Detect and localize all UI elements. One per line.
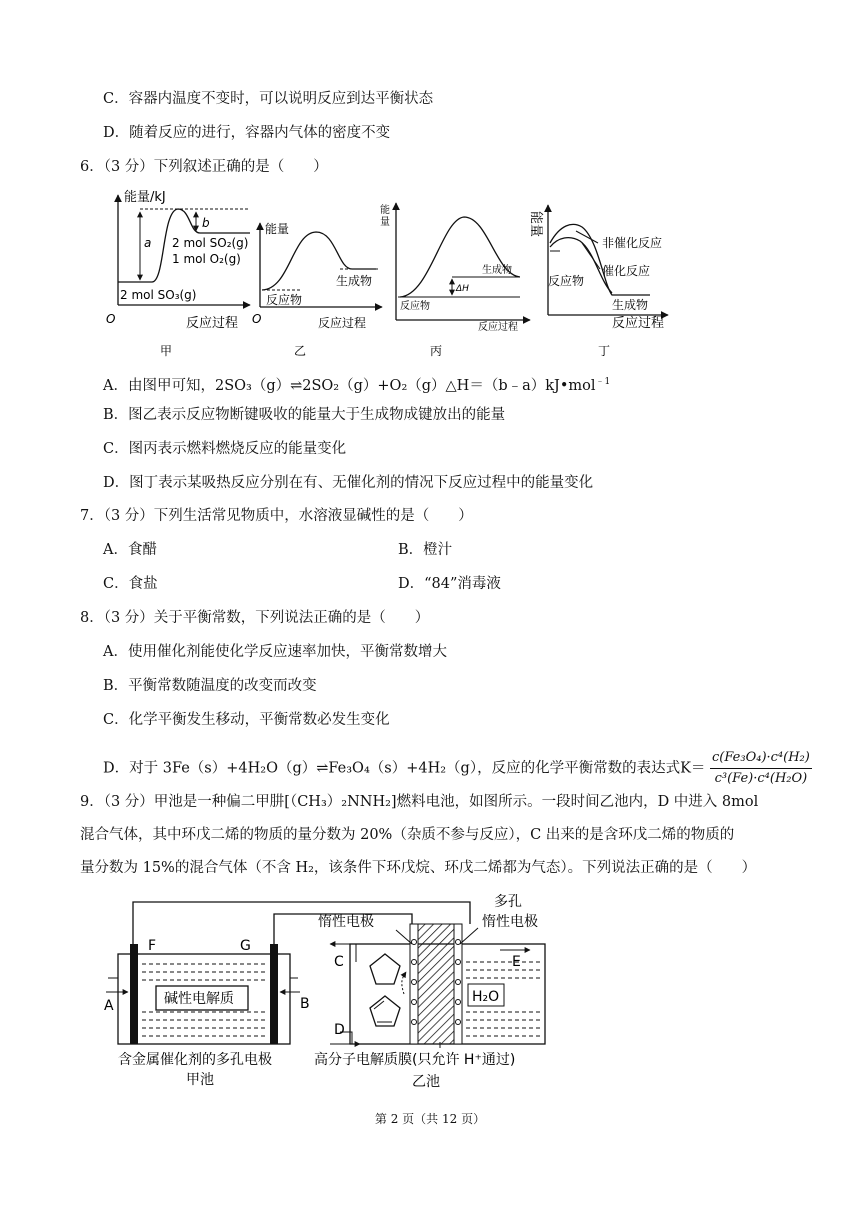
q5-option-c: C．容器内温度不变时，可以说明反应到达平衡状态	[103, 91, 434, 107]
label-C: C	[334, 954, 344, 970]
q6-option-c: C．图丙表示燃料燃烧反应的能量变化	[103, 441, 347, 457]
jia-prod2: 1 mol O₂(g)	[172, 252, 241, 266]
label-porous: 多孔	[494, 894, 522, 910]
bing-ylabel1: 能	[380, 205, 390, 216]
label-porous-electrode: 惰性电极	[482, 914, 538, 930]
q7-option-b: B．橙汁	[398, 542, 453, 558]
figure-yi	[252, 221, 382, 358]
label-E: E	[512, 954, 521, 970]
q9-line3: 量分数为 15%的混合气体（不含 H₂，该条件下环戊烷、环戊二烯都为气态）。下列说法正确的是（ ）	[80, 860, 757, 876]
q7-option-a: A．食醋	[103, 542, 157, 558]
label-D: D	[334, 1022, 345, 1038]
bing-prod: 生成物	[482, 265, 512, 276]
q9-cell-diagram	[0, 882, 860, 1107]
label-A: A	[104, 998, 114, 1014]
ding-noncat: 非催化反应	[602, 236, 663, 250]
label-B: B	[300, 996, 310, 1012]
q8-option-c: C．化学平衡发生移动，平衡常数必发生变化	[103, 712, 390, 728]
yi-xlabel: 反应过程	[318, 316, 367, 330]
jia-a: a	[144, 236, 152, 250]
ding-cat: 催化反应	[602, 264, 651, 278]
bing-caption: 丙	[430, 344, 443, 358]
bing-dh: ΔH	[456, 284, 469, 294]
q8-option-d: D．对于 3Fe（s）+4H₂O（g）⇌Fe₃O₄（s）+4H₂（g），反应的化学平衡常数的表达式K＝ $\frac{\text{c(Fe₃O₄)·c⁴(H₂)}}{\text{c³(Fe)·c⁴(H₂O)}}$	[103, 748, 812, 789]
bing-ylabel2: 量	[380, 217, 390, 228]
jia-prod1: 2 mol SO₂(g)	[172, 236, 249, 250]
q8-option-b: B．平衡常数随温度的改变而改变	[103, 678, 317, 694]
q7-stem: 7．（3 分）下列生活常见物质中，水溶液显碱性的是（ ）	[80, 508, 473, 524]
figure-ding	[528, 205, 668, 358]
label-inert-electrode: 惰性电极	[318, 914, 374, 930]
q6-figures	[0, 185, 860, 360]
ding-caption: 丁	[598, 344, 611, 358]
jia-react: 2 mol SO₃(g)	[120, 288, 197, 302]
ding-ylabel: 能量	[528, 211, 543, 238]
yi-prod: 生成物	[336, 274, 373, 288]
figure-bing	[380, 203, 530, 358]
jia-b: b	[202, 216, 210, 230]
ding-prod: 生成物	[612, 298, 649, 312]
bing-react: 反应物	[400, 301, 430, 312]
figure-jia	[106, 189, 250, 358]
yi-ylabel: 能量	[265, 222, 290, 236]
label-pool-jia: 甲池	[186, 1072, 214, 1088]
ding-react: 反应物	[548, 274, 585, 288]
q6-stem: 6．（3 分）下列叙述正确的是（ ）	[80, 159, 328, 175]
q8-stem: 8．（3 分）关于平衡常数，下列说法正确的是（ ）	[80, 610, 430, 626]
label-G: G	[240, 938, 251, 954]
label-left-electrode: 含金属催化剂的多孔电极	[118, 1052, 272, 1068]
yi-react: 反应物	[266, 293, 303, 307]
equilibrium-constant-fraction: $\frac{\text{c(Fe₃O₄)·c⁴(H₂)}}{\text{c³(Fe)·c⁴(H₂O)}}$	[712, 750, 810, 786]
yi-water-label: H₂O	[472, 989, 500, 1005]
q7-option-c: C．食盐	[103, 576, 158, 592]
q6-option-d: D．图丁表示某吸热反应分别在有、无催化剂的情况下反应过程中的能量变化	[103, 475, 594, 491]
jia-ylabel: 能量/kJ	[124, 190, 166, 205]
q5-option-d: D．随着反应的进行，容器内气体的密度不变	[103, 125, 391, 141]
jia-origin: O	[106, 312, 116, 326]
label-membrane: 高分子电解质膜(只允许 H⁺通过)	[314, 1052, 516, 1068]
ding-xlabel: 反应过程	[612, 316, 665, 331]
yi-origin: O	[252, 312, 262, 326]
q8-option-a: A．使用催化剂能使化学反应速率加快，平衡常数增大	[103, 644, 447, 660]
yi-caption: 乙	[294, 344, 307, 358]
q9-line1: 9．（3 分）甲池是一种偏二甲肼[（CH₃）₂NNH₂]燃料电池，如图所示。一段时间乙池内，D 中进入 8mol	[80, 794, 759, 810]
q6-option-a: A．由图甲可知，2SO₃（g）⇌2SO₂（g）+O₂（g）△H＝（b﹣a）kJ•mol$^{﹣1}$	[103, 377, 611, 394]
bing-xlabel: 反应过程	[478, 322, 518, 333]
jia-xlabel: 反应过程	[186, 316, 239, 331]
jia-caption: 甲	[160, 344, 173, 358]
q7-option-d: D．“84”消毒液	[398, 576, 501, 592]
label-F: F	[148, 938, 157, 954]
page-footer: 第 2 页（共 12 页）	[374, 1112, 486, 1126]
jia-electrolyte-label: 碱性电解质	[164, 991, 234, 1007]
q9-line2: 混合气体，其中环戊二烯的物质的量分数为 20%（杂质不参与反应），C 出来的是含环戊二烯的物质的	[80, 827, 735, 843]
q6-option-b: B．图乙表示反应物断键吸收的能量大于生成物成键放出的能量	[103, 407, 506, 423]
label-pool-yi: 乙池	[412, 1074, 440, 1090]
